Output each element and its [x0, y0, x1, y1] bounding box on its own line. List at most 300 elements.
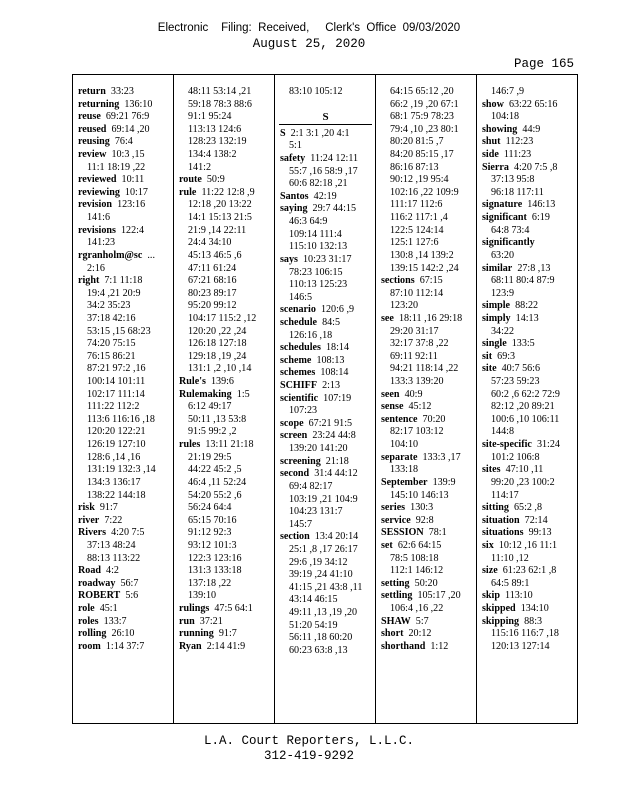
index-column-3	[274, 75, 375, 723]
index-entry	[482, 99, 573, 112]
index-entry	[280, 393, 371, 406]
index-continuation	[482, 376, 573, 389]
index-continuation	[280, 443, 371, 456]
page-line-refs: 33:23	[110, 86, 134, 97]
page-line-refs: 37:18 42:16	[87, 312, 136, 324]
page-line-refs: 14:13	[515, 312, 539, 324]
page-line-refs: 47:11 61:24	[188, 262, 237, 274]
index-term: SHAW	[381, 615, 411, 627]
page-line-refs: 26:10	[111, 628, 135, 640]
index-term: sitting	[482, 502, 509, 514]
index-term: signature	[482, 199, 523, 211]
page-line-refs: 69:4 82:17	[289, 480, 333, 492]
page-line-refs: 64:8 73:4	[491, 224, 530, 236]
index-term: separate	[381, 451, 418, 463]
index-continuation	[179, 464, 270, 477]
page-line-refs: 104:17 115:2 ,12	[188, 312, 257, 324]
index-entry	[482, 565, 573, 578]
page-line-refs: 112:23	[505, 136, 534, 148]
index-continuation	[381, 237, 472, 250]
page-line-refs: 54:20 55:2 ,6	[188, 489, 242, 501]
index-continuation	[482, 275, 573, 288]
index-entry	[280, 367, 371, 380]
index-continuation	[78, 313, 169, 326]
index-entry	[78, 578, 169, 591]
index-entry	[78, 641, 169, 654]
page-line-refs: 130:8 ,14 139:2	[390, 249, 454, 261]
index-entry	[280, 304, 371, 317]
page-line-refs: 101:2 106:8	[491, 451, 540, 463]
page-line-refs: 25:1 ,8 ,17 26:17	[289, 543, 358, 555]
index-entry	[78, 199, 169, 212]
page-line-refs: 34:22	[491, 325, 514, 337]
index-entry	[179, 641, 270, 654]
index-entry	[482, 263, 573, 276]
index-continuation	[179, 527, 270, 540]
index-entry	[482, 603, 573, 616]
page-line-refs: 67:15	[419, 275, 443, 287]
index-term: saying	[280, 203, 308, 215]
index-continuation	[482, 414, 573, 427]
page-line-refs: 65:2 ,8	[513, 502, 543, 514]
page-line-refs: 111:23	[503, 149, 532, 161]
page-line-refs: 11:22 12:8 ,9	[201, 186, 255, 198]
page-line-refs: 91:12 92:3	[188, 527, 232, 539]
index-continuation	[179, 300, 270, 313]
index-continuation	[78, 439, 169, 452]
page-number: Page 165	[513, 57, 574, 71]
index-term: sense	[381, 401, 404, 413]
index-term: Ryan	[179, 640, 202, 652]
index-continuation	[179, 124, 270, 137]
index-continuation	[179, 490, 270, 503]
index-continuation	[179, 313, 270, 326]
index-continuation	[482, 452, 573, 465]
index-entry	[179, 439, 270, 452]
page-line-refs: 11:10 ,12	[491, 552, 529, 564]
index-continuation	[381, 490, 472, 503]
index-entry	[280, 153, 371, 166]
index-entry	[381, 628, 472, 641]
index-entry	[280, 468, 371, 481]
page-line-refs: 94:21 118:14 ,22	[390, 363, 459, 375]
index-term: run	[179, 615, 195, 627]
index-entry	[381, 590, 472, 603]
page-line-refs: 134:4 138:2	[188, 149, 237, 161]
index-term: reviewed	[78, 174, 117, 186]
page-line-refs: 113:6 116:16 ,18	[87, 413, 155, 425]
index-term: shut	[482, 136, 501, 148]
index-continuation	[381, 149, 472, 162]
index-continuation	[381, 376, 472, 389]
page-line-refs: 67:21 68:16	[188, 275, 237, 287]
index-entry	[280, 203, 371, 216]
page-line-refs: 78:1	[428, 527, 447, 539]
index-continuation	[179, 162, 270, 175]
index-continuation	[482, 426, 573, 439]
page-line-refs: 90:12 ,19 95:4	[390, 174, 449, 186]
index-entry	[78, 502, 169, 515]
index-continuation	[78, 363, 169, 376]
index-continuation	[78, 540, 169, 553]
page-line-refs: 141:6	[87, 212, 110, 224]
index-continuation	[179, 578, 270, 591]
index-entry	[179, 616, 270, 629]
index-continuation	[179, 263, 270, 276]
page-line-refs: 32:17 37:8 ,22	[390, 338, 449, 350]
index-entry	[482, 515, 573, 528]
index-term: rules	[179, 439, 201, 451]
page-line-refs: 21:18	[325, 455, 349, 467]
index-entry	[482, 464, 573, 477]
index-continuation	[381, 250, 472, 263]
index-entry	[482, 540, 573, 553]
index-continuation	[381, 288, 472, 301]
index-continuation	[78, 490, 169, 503]
index-entry	[381, 515, 472, 528]
index-continuation	[280, 267, 371, 280]
index-term: risk	[78, 502, 95, 514]
index-term: reused	[78, 123, 107, 135]
page-line-refs: 99:20 ,23 100:2	[491, 476, 555, 488]
index-continuation	[179, 250, 270, 263]
page-line-refs: 115:10 132:13	[289, 241, 348, 253]
index-entry	[78, 136, 169, 149]
page-line-refs: 68:11 80:4 87:9	[491, 275, 555, 287]
page-line-refs: 46:3 64:9	[289, 216, 328, 228]
index-term: side	[482, 149, 499, 161]
page-line-refs: 2:14 41:9	[206, 640, 246, 652]
page-line-refs: 113:10	[505, 590, 533, 602]
page-line-refs: 66:2 ,19 ,20 67:1	[390, 98, 459, 110]
index-term: Road	[78, 565, 101, 577]
page-line-refs: 139:15 142:2 ,24	[390, 262, 459, 274]
index-term: reuse	[78, 111, 101, 123]
index-term: sit	[482, 350, 493, 362]
page-line-refs: 102:16 ,22 109:9	[390, 186, 459, 198]
page-line-refs: 19:4 ,21 20:9	[87, 287, 141, 299]
page-line-refs: 76:4	[114, 136, 133, 148]
page-line-refs: 51:20 54:19	[289, 619, 338, 631]
page-line-refs: 50:11 ,13 53:8	[188, 413, 247, 425]
index-continuation	[78, 326, 169, 339]
page-line-refs: 29:20 31:17	[390, 325, 439, 337]
page-line-refs: 68:1 75:9 78:23	[390, 111, 454, 123]
page-line-refs: 126:19 127:10	[87, 439, 146, 451]
page-line-refs: 10:3 ,15	[111, 149, 145, 161]
page-line-refs: 56:24 64:4	[188, 502, 232, 514]
index-entry	[482, 363, 573, 376]
page-line-refs: 146:13	[527, 199, 556, 211]
page-line-refs: 1:5	[236, 388, 250, 400]
index-entry	[482, 590, 573, 603]
page-line-refs: 113:13 124:6	[188, 123, 242, 135]
index-continuation	[482, 174, 573, 187]
page-line-refs: 123:20	[390, 300, 419, 312]
index-entry	[280, 380, 371, 393]
index-term: roles	[78, 615, 99, 627]
index-continuation	[381, 212, 472, 225]
index-entry	[381, 527, 472, 540]
page-line-refs: 5:6	[125, 590, 139, 602]
page-line-refs: 141:2	[188, 161, 211, 173]
page-line-refs: 40:9	[404, 388, 423, 400]
page-line-refs: 133:7	[103, 615, 127, 627]
index-continuation	[179, 452, 270, 465]
page-line-refs: 5:7	[415, 615, 429, 627]
index-term: route	[179, 174, 202, 186]
page-line-refs: 13:4 20:14	[314, 531, 359, 543]
index-entry	[381, 313, 472, 326]
index-entry	[78, 225, 169, 238]
index-continuation	[179, 426, 270, 439]
page-line-refs: 104:18	[491, 111, 520, 123]
index-continuation	[381, 263, 472, 276]
index-term: short	[381, 628, 404, 640]
page-line-refs: 104:23 131:7	[289, 506, 343, 518]
page-line-refs: 96:18 117:11	[491, 186, 544, 198]
index-entry	[78, 515, 169, 528]
index-continuation	[381, 338, 472, 351]
page-line-refs: 55:7 ,16 58:9 ,17	[289, 165, 358, 177]
index-entry	[280, 531, 371, 544]
page-line-refs: 107:19	[323, 392, 352, 404]
page-line-refs: 146:7 ,9	[491, 86, 525, 97]
index-entry	[280, 128, 371, 141]
page-line-refs: 2:1 3:1 ,20 4:1	[290, 127, 350, 139]
page-line-refs: 78:23 106:15	[289, 266, 343, 278]
page-line-refs: 122:5 124:14	[390, 224, 444, 236]
index-continuation	[381, 86, 472, 99]
page-line-refs: 39:19 ,24 41:10	[289, 569, 353, 581]
page-line-refs: 84:5	[322, 316, 341, 328]
index-continuation	[179, 111, 270, 124]
page-line-refs: 31:4 44:12	[314, 468, 358, 480]
index-continuation	[381, 464, 472, 477]
index-continuation	[482, 288, 573, 301]
index-term: skip	[482, 590, 500, 602]
page-line-refs: 69:21 76:9	[105, 111, 150, 123]
index-continuation	[381, 426, 472, 439]
page-line-refs: 130:3	[410, 502, 434, 514]
index-term: says	[280, 253, 298, 265]
index-entry	[179, 389, 270, 402]
index-continuation	[381, 111, 472, 124]
page-line-refs: 108:13	[316, 354, 345, 366]
index-continuation	[381, 225, 472, 238]
index-continuation	[179, 515, 270, 528]
index-continuation	[381, 136, 472, 149]
index-term: screen	[280, 430, 308, 442]
page-line-refs: 57:23 59:23	[491, 376, 540, 388]
index-continuation	[280, 645, 371, 658]
index-continuation	[482, 326, 573, 339]
index-continuation	[179, 338, 270, 351]
page-line-refs: 4:2	[106, 565, 119, 577]
page-line-refs: 49:11 ,13 ,19 ,20	[289, 606, 358, 618]
page-line-refs: 109:14 111:4	[289, 228, 342, 240]
index-continuation	[280, 330, 371, 343]
page-line-refs: 80:20 81:5 ,7	[390, 136, 444, 148]
page-line-refs: 10:17	[124, 186, 148, 198]
index-entry	[482, 616, 573, 629]
index-continuation	[280, 557, 371, 570]
index-continuation	[179, 363, 270, 376]
page-line-refs: 43:14 46:15	[289, 594, 338, 606]
index-term: simple	[482, 300, 511, 312]
page-line-refs: 13:11 21:18	[205, 439, 254, 451]
index-continuation	[78, 288, 169, 301]
page-line-refs: 131:3 133:18	[188, 565, 242, 577]
index-term: SESSION	[381, 527, 424, 539]
page-line-refs: 88:22	[515, 300, 539, 312]
index-continuation	[280, 594, 371, 607]
page-line-refs: 47:5 64:1	[214, 602, 253, 614]
index-term: situations	[482, 527, 524, 539]
page-line-refs: 45:13 46:5 ,6	[188, 249, 242, 261]
page-line-refs: 102:17 111:14	[87, 388, 145, 400]
page-line-refs: 64:5 89:1	[491, 577, 530, 589]
index-continuation	[78, 452, 169, 465]
index-continuation	[280, 481, 371, 494]
index-term: schedule	[280, 316, 318, 328]
page-line-refs: 104:10	[390, 439, 419, 451]
index-continuation	[179, 212, 270, 225]
page-line-refs: 144:8	[491, 426, 514, 438]
index-term: simply	[482, 312, 511, 324]
page-line-refs: 4:20 7:5	[111, 527, 145, 539]
index-continuation	[482, 553, 573, 566]
index-entry	[78, 86, 169, 99]
index-entry	[179, 187, 270, 200]
index-entry	[280, 418, 371, 431]
page-line-refs: 46:4 ,11 52:24	[188, 476, 247, 488]
page-line-refs: 114:17	[491, 489, 519, 501]
page-line-refs: 62:6 64:15	[397, 539, 442, 551]
index-term: seen	[381, 388, 400, 400]
index-continuation	[179, 99, 270, 112]
index-continuation	[381, 199, 472, 212]
index-continuation	[280, 279, 371, 292]
page-line-refs: 29:6 ,19 34:12	[289, 556, 348, 568]
page-line-refs: 23:24 44:8	[312, 430, 356, 442]
index-term: show	[482, 98, 504, 110]
page-line-refs: 116:2 117:1 ,4	[390, 212, 448, 224]
page-line-refs: 11:24 12:11	[310, 153, 359, 165]
page-line-refs: 10:12 ,16 11:1	[498, 539, 558, 551]
index-term: showing	[482, 123, 518, 135]
index-term: size	[482, 565, 498, 577]
index-continuation	[179, 288, 270, 301]
index-column-4	[375, 75, 476, 723]
index-entry	[482, 527, 573, 540]
index-continuation	[78, 212, 169, 225]
index-continuation	[381, 326, 472, 339]
index-term: SCHIFF	[280, 380, 318, 392]
index-term: scenario	[280, 304, 316, 316]
page-line-refs: 64:15 65:12 ,20	[390, 86, 454, 97]
index-term: screening	[280, 455, 321, 467]
page-line-refs: 2:16	[87, 262, 105, 274]
index-term: single	[482, 338, 507, 350]
index-continuation	[280, 178, 371, 191]
index-term: safety	[280, 153, 306, 165]
index-entry	[280, 191, 371, 204]
page-line-refs: 48:11 53:14 ,21	[188, 86, 252, 97]
page-line-refs: 7:1 11:18	[104, 275, 143, 287]
page-line-refs: 120:20 ,22 ,24	[188, 325, 247, 337]
index-term: reviewing	[78, 186, 120, 198]
page-line-refs: 91:1 95:24	[188, 111, 232, 123]
page-line-refs: 1:14 37:7	[105, 640, 145, 652]
page-line-refs: 21:19 29:5	[188, 451, 232, 463]
page-line-refs: 126:18 127:18	[188, 338, 247, 350]
page-line-refs: 87:21 97:2 ,16	[87, 363, 146, 375]
page-line-refs: 131:1 ,2 ,10 ,14	[188, 363, 252, 375]
index-continuation	[179, 590, 270, 603]
index-entry	[381, 275, 472, 288]
index-continuation	[482, 250, 573, 263]
index-term: site-specific	[482, 439, 532, 451]
index-term: schemes	[280, 367, 316, 379]
index-continuation	[482, 628, 573, 641]
index-entry	[482, 212, 573, 225]
index-continuation	[179, 477, 270, 490]
index-continuation	[179, 540, 270, 553]
page-line-refs: 21:9 ,14 22:11	[188, 224, 247, 236]
page-line-refs: 111:22 112:2	[87, 401, 140, 413]
page-line-refs: 133:18	[390, 464, 419, 476]
index-entry	[179, 174, 270, 187]
index-continuation	[280, 292, 371, 305]
index-continuation	[179, 86, 270, 99]
page-line-refs: 44:9	[522, 123, 541, 135]
index-continuation	[482, 578, 573, 591]
index-term: skipping	[482, 615, 520, 627]
index-continuation	[482, 477, 573, 490]
index-continuation	[280, 506, 371, 519]
index-continuation	[78, 389, 169, 402]
index-term: right	[78, 275, 100, 287]
index-continuation	[179, 275, 270, 288]
index-continuation	[78, 553, 169, 566]
index-continuation	[179, 401, 270, 414]
index-continuation	[280, 241, 371, 254]
page-line-refs: 125:1 127:6	[390, 237, 439, 249]
index-continuation	[280, 216, 371, 229]
index-entry	[482, 300, 573, 313]
index-continuation	[381, 363, 472, 376]
page-line-refs: 63:22 65:16	[508, 98, 558, 110]
page-line-refs: 134:10	[520, 602, 549, 614]
index-continuation	[381, 162, 472, 175]
index-continuation	[381, 124, 472, 137]
page-line-refs: 136:10	[124, 98, 153, 110]
page-line-refs: 76:15 86:21	[87, 350, 136, 362]
index-continuation	[280, 140, 371, 153]
index-continuation	[482, 490, 573, 503]
index-term: schedules	[280, 342, 321, 354]
index-continuation	[280, 632, 371, 645]
index-continuation	[280, 607, 371, 620]
index-entry	[482, 237, 573, 250]
index-continuation	[179, 565, 270, 578]
index-entry	[78, 99, 169, 112]
index-term: see	[381, 312, 394, 324]
page-line-refs: 107:23	[289, 405, 318, 417]
index-entry	[381, 414, 472, 427]
index-term: rulings	[179, 602, 210, 614]
